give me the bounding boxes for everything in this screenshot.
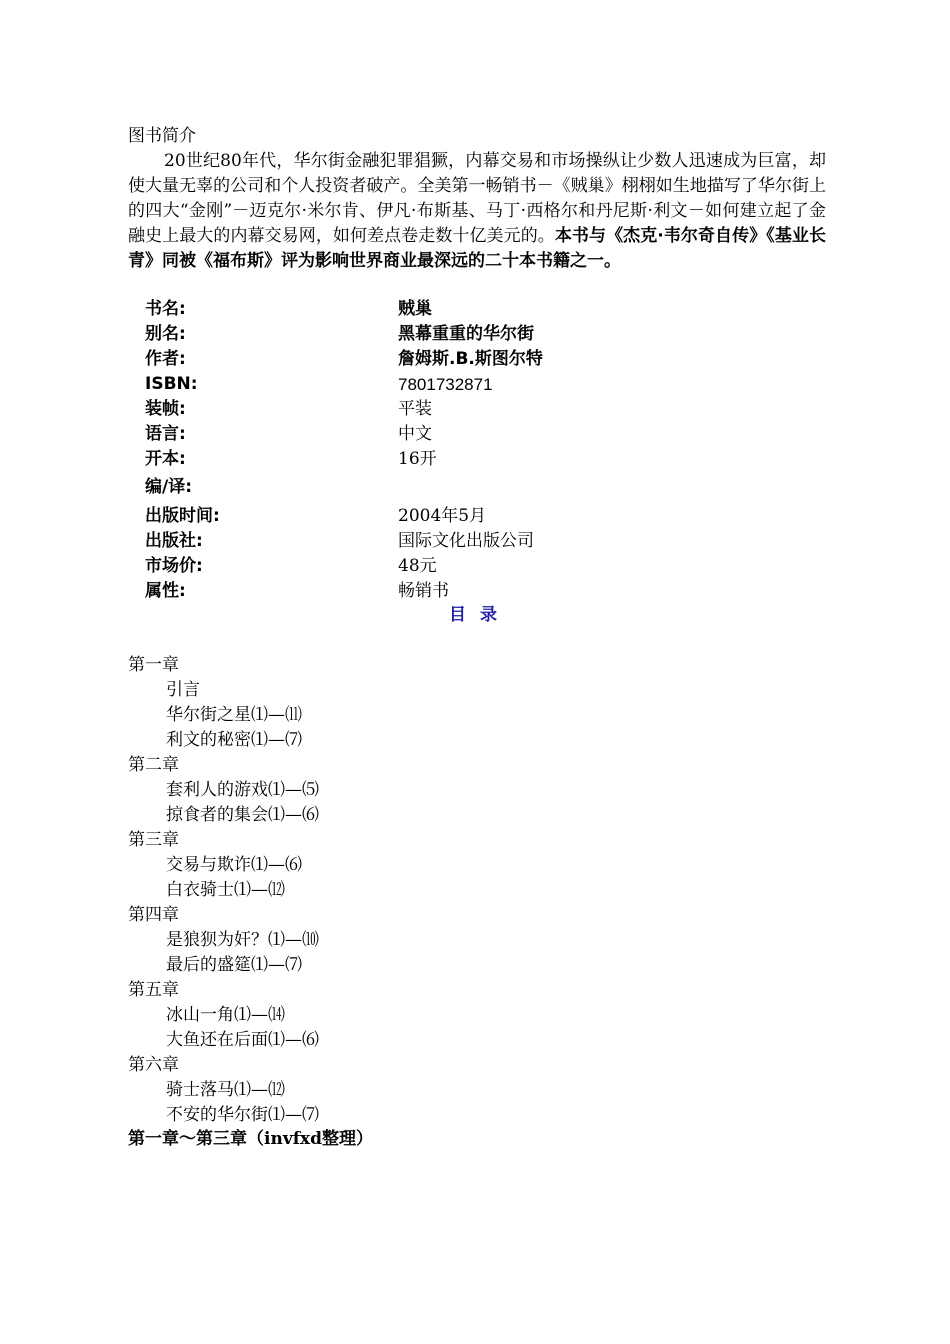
toc-section: 利文的秘密⑴—⑺ <box>166 730 302 750</box>
meta-label: 别名: <box>145 324 186 344</box>
meta-value: 国际文化出版公司 <box>398 531 534 551</box>
toc-section: 是狼狈为奸？⑴—⑽ <box>166 930 319 950</box>
meta-value: 16开 <box>398 449 437 469</box>
toc-chapter: 第五章 <box>128 980 179 1000</box>
meta-row-language <box>145 422 845 447</box>
toc-section: 交易与欺诈⑴—⑹ <box>166 855 302 875</box>
meta-label: 属性: <box>145 581 186 601</box>
meta-label: 出版社: <box>145 531 203 551</box>
meta-label: ISBN: <box>145 374 198 394</box>
toc-section: 最后的盛筵⑴—⑺ <box>166 955 302 975</box>
toc-section: 冰山一角⑴—⒁ <box>166 1005 285 1025</box>
toc-section: 华尔街之星⑴—⑾ <box>166 705 302 725</box>
intro-bold-text: 本书与《杰克·韦尔奇自传》《基业长青》同被《福布斯》评为影响世界商业最深远的二十本书籍之一。 <box>128 226 826 271</box>
meta-value: 平装 <box>398 399 432 419</box>
meta-value: 中文 <box>398 424 432 444</box>
toc-chapter: 第一章 <box>128 655 179 675</box>
intro-text: 20世纪80年代，华尔街金融犯罪猖獗，内幕交易和市场操纵让少数人迅速成为巨富，却使大量无辜的公司和个人投资者破产。全美第一畅销书－《贼巢》栩栩如生地描写了华尔街上的四大“金刚”－迈克尔·米尔肯、伊凡·布斯基、马丁·西格尔和丹尼斯·利文－如何建立起了金融史上最大的内幕交易网，如何差点卷走数十亿美元的。 <box>128 151 826 246</box>
meta-value: 畅销书 <box>398 581 449 601</box>
meta-label: 作者: <box>145 349 186 369</box>
toc-section: 骑士落马⑴—⑿ <box>166 1080 285 1100</box>
meta-label: 编/译: <box>145 477 193 497</box>
meta-row-publisher <box>145 529 845 554</box>
meta-row-price <box>145 554 845 579</box>
meta-label: 书名: <box>145 299 186 319</box>
meta-row-binding <box>145 397 845 422</box>
meta-label: 装帧: <box>145 399 186 419</box>
meta-row-format <box>145 447 845 472</box>
meta-row-alias <box>145 322 845 347</box>
toc-chapter: 第六章 <box>128 1055 179 1075</box>
toc-section: 白衣骑士⑴—⑿ <box>166 880 285 900</box>
chapter-range-note: 第一章～第三章（invfxd整理） <box>128 1129 374 1149</box>
meta-row-attribute <box>145 579 845 604</box>
meta-row-author <box>145 347 845 372</box>
meta-value: 詹姆斯.B.斯图尔特 <box>398 349 543 369</box>
meta-row-editor <box>145 475 845 500</box>
toc-chapter: 第四章 <box>128 905 179 925</box>
meta-value: 黑幕重重的华尔街 <box>398 324 534 344</box>
meta-value: 48元 <box>398 556 437 576</box>
meta-row-title <box>145 297 845 322</box>
meta-label: 开本: <box>145 449 186 469</box>
toc-section: 掠食者的集会⑴—⑹ <box>166 805 319 825</box>
toc-section: 引言 <box>166 680 200 700</box>
toc-section: 不安的华尔街⑴—⑺ <box>166 1105 319 1125</box>
toc-chapter: 第三章 <box>128 830 179 850</box>
meta-label: 语言: <box>145 424 186 444</box>
meta-value: 2004年5月 <box>398 506 487 526</box>
toc-chapter: 第二章 <box>128 755 179 775</box>
meta-label: 出版时间: <box>145 506 220 526</box>
meta-label: 市场价: <box>145 556 203 576</box>
meta-value: 贼巢 <box>398 299 432 319</box>
meta-row-pubdate <box>145 504 845 529</box>
section-heading: 图书简介 <box>128 126 196 146</box>
meta-row-isbn <box>145 372 845 397</box>
toc-section: 大鱼还在后面⑴—⑹ <box>166 1030 319 1050</box>
toc-section: 套利人的游戏⑴—⑸ <box>166 780 319 800</box>
meta-value: 7801732871 <box>398 375 493 394</box>
toc-title: 目 录 <box>449 605 501 625</box>
intro-paragraph <box>128 149 826 274</box>
